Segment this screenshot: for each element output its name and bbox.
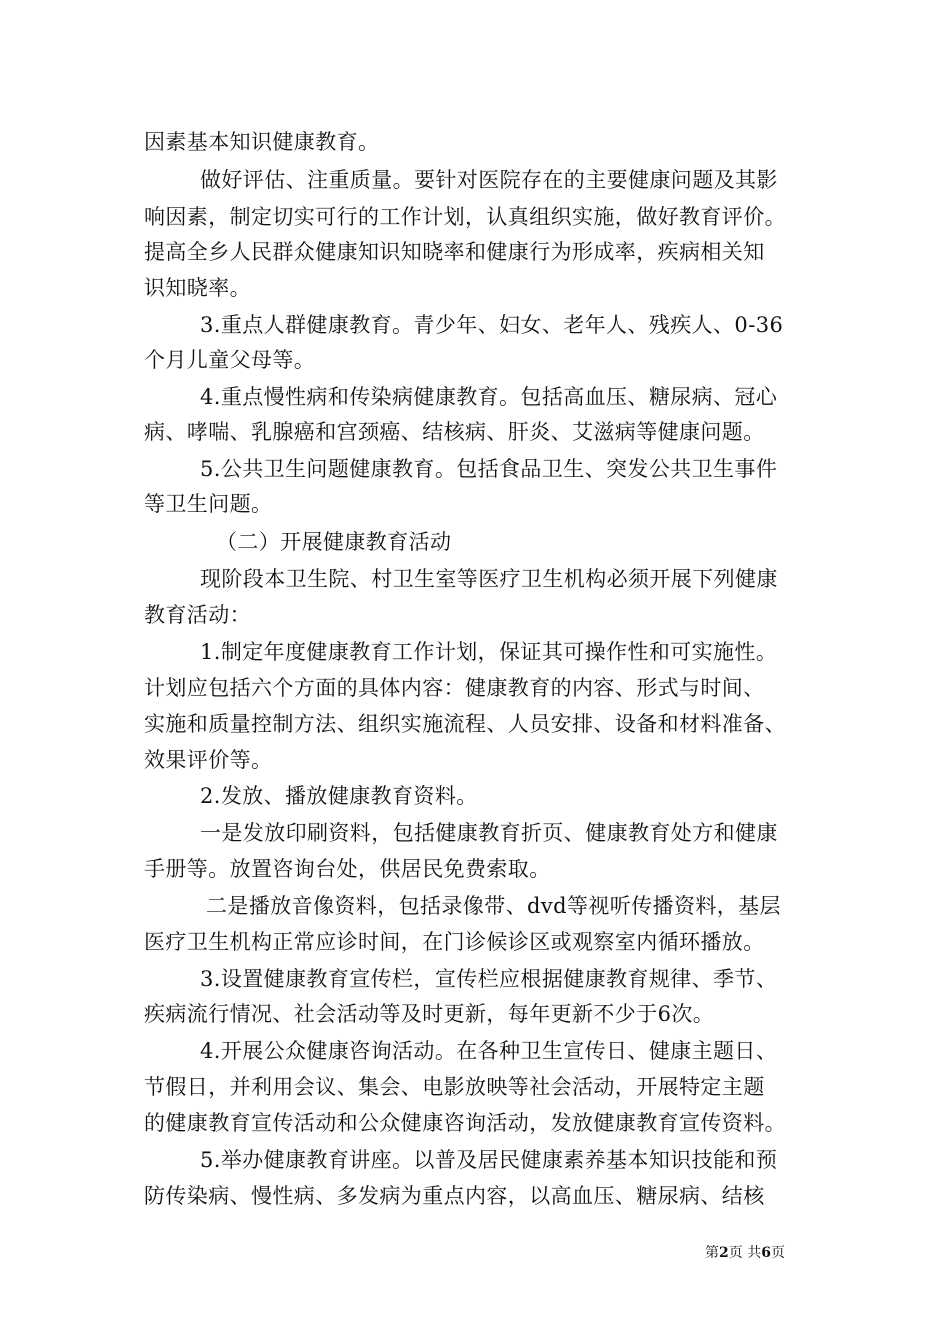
- text-line: 的健康教育宣传活动和公众健康咨询活动，发放健康教育宣传资料。: [144, 1111, 786, 1135]
- text-line: 5.举办健康教育讲座。以普及居民健康素养基本知识技能和预: [200, 1148, 778, 1172]
- footer-current-page: 2: [719, 1245, 729, 1261]
- text-line: 效果评价等。: [144, 748, 273, 772]
- text-line: 教育活动：: [144, 603, 251, 627]
- text-line: 病、哮喘、乳腺癌和宫颈癌、结核病、肝炎、艾滋病等健康问题。: [144, 420, 765, 444]
- footer-total-pages: 6: [761, 1245, 771, 1261]
- text-line: 个月儿童父母等。: [144, 348, 316, 372]
- text-line: 疾病流行情况、社会活动等及时更新，每年更新不少于6次。: [144, 1002, 715, 1026]
- text-line: 现阶段本卫生院、村卫生室等医疗卫生机构必须开展下列健康: [200, 567, 778, 591]
- text-line: 计划应包括六个方面的具体内容：健康教育的内容、形式与时间、: [144, 676, 765, 700]
- section-heading: （二）开展健康教育活动: [216, 530, 452, 554]
- text-line: 4.重点慢性病和传染病健康教育。包括高血压、糖尿病、冠心: [200, 385, 778, 409]
- footer-middle: 页 共: [728, 1245, 762, 1261]
- text-line: 5.公共卫生问题健康教育。包括食品卫生、突发公共卫生事件: [200, 457, 778, 481]
- text-line: 响因素，制定切实可行的工作计划，认真组织实施，做好教育评价。: [144, 205, 786, 229]
- text-line: 实施和质量控制方法、组织实施流程、人员安排、设备和材料准备、: [144, 712, 786, 736]
- text-line: 1.制定年度健康教育工作计划，保证其可操作性和可实施性。: [200, 640, 778, 664]
- text-line: 一是发放印刷资料，包括健康教育折页、健康教育处方和健康: [200, 821, 778, 845]
- text-line: 3.重点人群健康教育。青少年、妇女、老年人、残疾人、0-36: [200, 313, 784, 337]
- text-line: 识知晓率。: [144, 276, 251, 300]
- text-line: 手册等。放置咨询台处，供居民免费索取。: [144, 857, 551, 881]
- footer-suffix: 页: [770, 1245, 785, 1261]
- text-line: 因素基本知识健康教育。: [144, 130, 380, 154]
- text-line: 做好评估、注重质量。要针对医院存在的主要健康问题及其影: [200, 168, 778, 192]
- text-line: 等卫生问题。: [144, 492, 273, 516]
- text-line: 医疗卫生机构正常应诊时间，在门诊候诊区或观察室内循环播放。: [144, 930, 765, 954]
- footer-prefix: 第: [705, 1245, 719, 1261]
- text-line: 防传染病、慢性病、多发病为重点内容，以高血压、糖尿病、结核: [144, 1184, 765, 1208]
- text-line: 3.设置健康教育宣传栏，宣传栏应根据健康教育规律、季节、: [200, 967, 778, 991]
- text-line: 提高全乡人民群众健康知识知晓率和健康行为形成率，疾病相关知: [144, 240, 765, 264]
- page-number-footer: [705, 1244, 785, 1262]
- text-line: 2.发放、播放健康教育资料。: [200, 784, 478, 808]
- text-line: 二是播放音像资料，包括录像带、dvd等视听传播资料，基层: [206, 894, 781, 918]
- text-line: 节假日，并利用会议、集会、电影放映等社会活动，开展特定主题: [144, 1075, 765, 1099]
- text-line: 4.开展公众健康咨询活动。在各种卫生宣传日、健康主题日、: [200, 1039, 778, 1063]
